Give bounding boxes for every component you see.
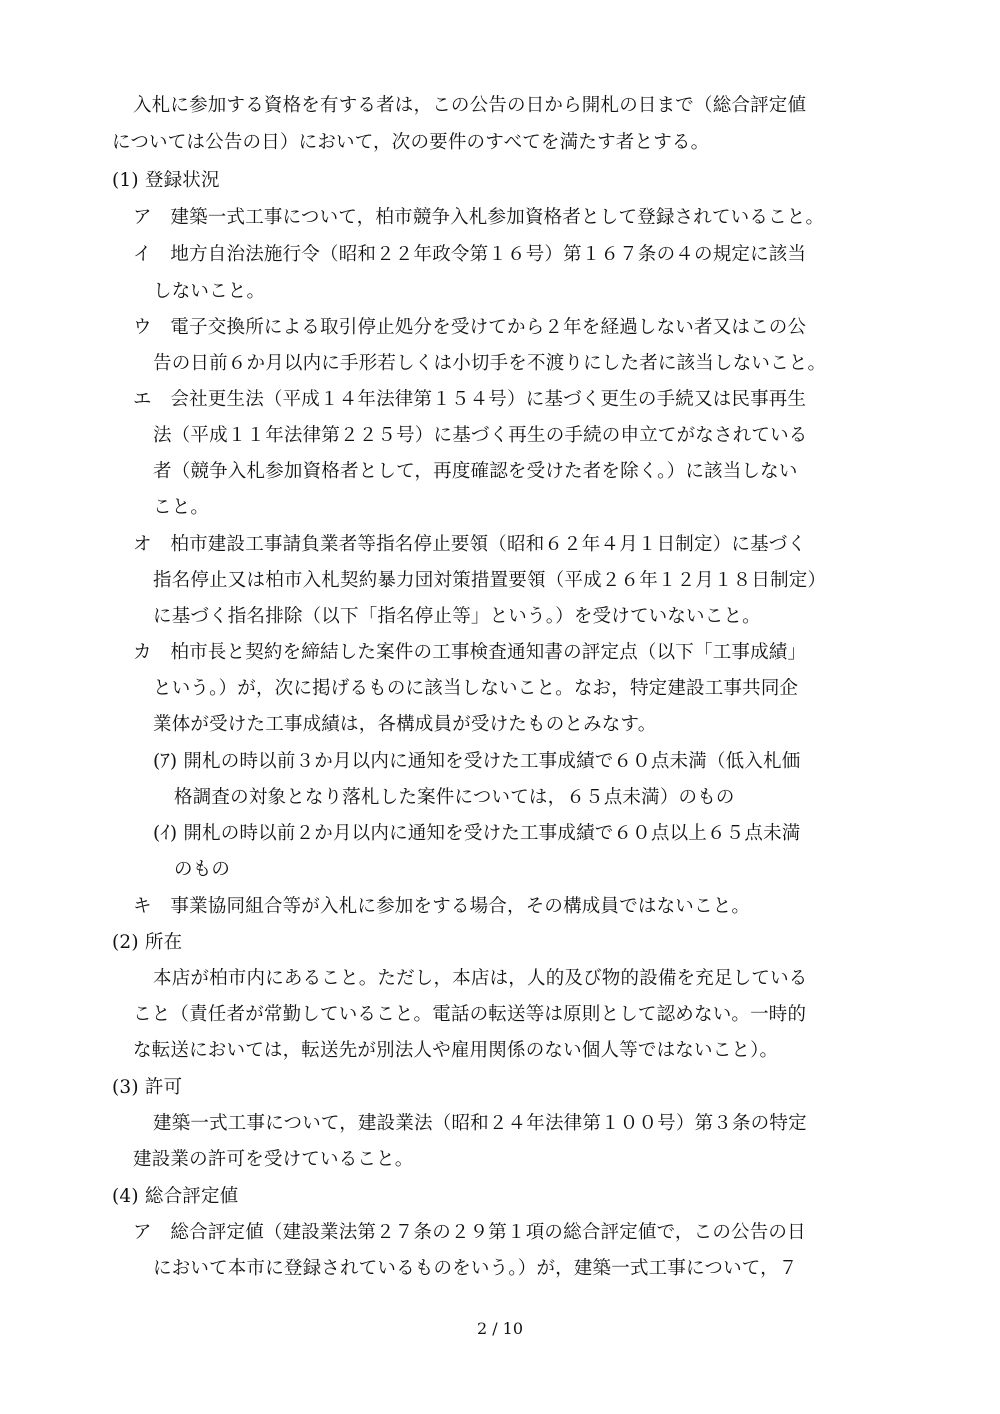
item-ka-line-1: カ 柏市長と契約を締結した案件の工事検査通知書の評定点（以下「工事成績」 — [133, 642, 807, 663]
location-line-1: 本店が柏市内にあること。ただし，本店は，人的及び物的設備を充足している — [153, 968, 808, 989]
item-i-line-1: イ 地方自治法施行令（昭和２２年政令第１６号）第１６７条の４の規定に該当 — [133, 244, 807, 265]
section-heading-1: (1) 登録状況 — [112, 170, 220, 191]
item-ka-line-2: という。）が，次に掲げるものに該当しないこと。なお，特定建設工事共同企 — [153, 678, 799, 699]
evaluation-line-2: において本市に登録されているものをいう。）が，建築一式工事について，７ — [153, 1258, 798, 1279]
item-i-line-2: しないこと。 — [153, 281, 266, 302]
section-heading-3: (3) 許可 — [112, 1077, 183, 1098]
subitem-i-line-2: のもの — [174, 859, 231, 880]
location-line-3: な転送においては，転送先が別法人や雇用関係のない個人等ではないこと）。 — [133, 1040, 779, 1061]
item-e-line-3: 者（競争入札参加資格者として，再度確認を受けた者を除く。）に該当しない — [153, 461, 798, 482]
item-e-line-1: エ 会社更生法（平成１４年法律第１５４号）に基づく更生の手続又は民事再生 — [133, 389, 807, 410]
intro-line-2: については公告の日）において，次の要件のすべてを満たす者とする。 — [112, 132, 710, 153]
item-ki-line-1: キ 事業協同組合等が入札に参加をする場合，その構成員ではないこと。 — [133, 896, 751, 917]
item-ka-line-3: 業体が受けた工事成績は，各構成員が受けたものとみなす。 — [153, 714, 657, 735]
item-o-line-3: に基づく指名排除（以下「指名停止等」という。）を受けていないこと。 — [153, 606, 761, 627]
item-u-line-1: ウ 電子交換所による取引停止処分を受けてから２年を経過しない者又はこの公 — [133, 317, 807, 338]
item-a-line-1: ア 建築一式工事について，柏市競争入札参加資格者として登録されていること。 — [133, 207, 825, 228]
subitem-a-line-1: (ｱ) 開札の時以前３か月以内に通知を受けた工事成績で６０点未満（低入札価 — [153, 751, 801, 772]
item-e-line-4: こと。 — [153, 497, 210, 518]
permit-line-2: 建設業の許可を受けていること。 — [133, 1149, 414, 1170]
permit-line-1: 建築一式工事について，建設業法（昭和２４年法律第１００号）第３条の特定 — [153, 1113, 807, 1134]
section-heading-2: (2) 所在 — [112, 932, 183, 953]
item-o-line-2: 指名停止又は柏市入札契約暴力団対策措置要領（平成２６年１２月１８日制定） — [153, 570, 827, 591]
item-o-line-1: オ 柏市建設工事請負業者等指名停止要領（昭和６２年４月１日制定）に基づく — [133, 534, 807, 555]
page-number: 2 / 10 — [476, 1319, 524, 1338]
item-e-line-2: 法（平成１１年法律第２２５号）に基づく再生の手続の申立てがなされている — [153, 425, 808, 446]
item-u-line-2: 告の日前６か月以内に手形若しくは小切手を不渡りにした者に該当しないこと。 — [153, 353, 827, 374]
intro-line-1: 入札に参加する資格を有する者は，この公告の日から開札の日まで（総合評定値 — [133, 95, 807, 116]
evaluation-line-1: ア 総合評定値（建設業法第２７条の２９第１項の総合評定値で，この公告の日 — [133, 1222, 806, 1243]
section-heading-4: (4) 総合評定値 — [112, 1186, 239, 1207]
subitem-i-line-1: (ｲ) 開札の時以前２か月以内に通知を受けた工事成績で６０点以上６５点未満 — [153, 823, 801, 844]
subitem-a-line-2: 格調査の対象となり落札した案件については，６５点未満）のもの — [174, 787, 735, 808]
location-line-2: こと（責任者が常勤していること。電話の転送等は原則として認めない。一時的 — [133, 1004, 807, 1025]
